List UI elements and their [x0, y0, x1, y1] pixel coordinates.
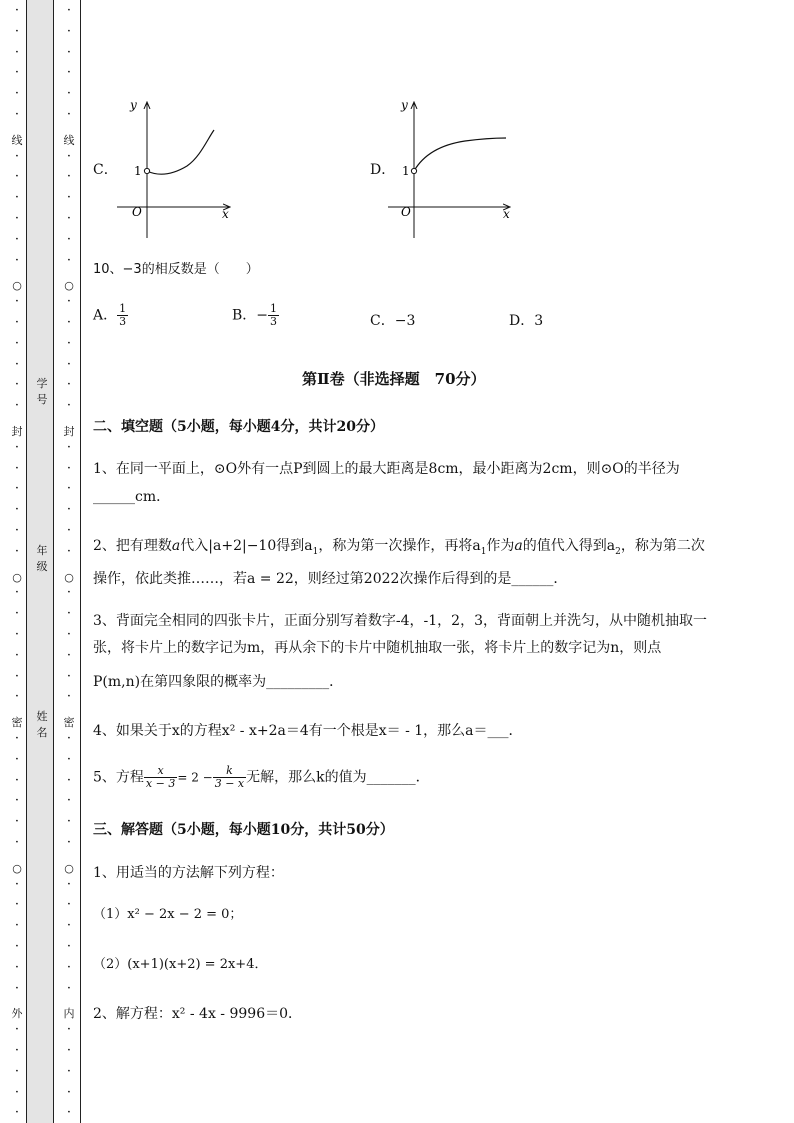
outer-dot: ·	[14, 107, 20, 122]
outer-dot: ·	[14, 502, 20, 518]
outer-dot: ·	[14, 980, 20, 996]
q2-var-a: a	[171, 538, 181, 554]
q2-text-f: ，称为第二次	[620, 538, 705, 554]
outer-dot: ·	[14, 835, 20, 850]
outer-dot: ·	[14, 148, 20, 164]
outer-dot: ·	[14, 523, 20, 538]
section3-heading: 三、解答题（5小题，每小题10分，共计50分）	[93, 822, 394, 838]
label-grade: 年级	[36, 544, 48, 573]
inner-char: 密	[63, 716, 75, 729]
s3-q2: 2、解方程：x² - 4x - 9996＝0．	[93, 1006, 303, 1022]
q5-post: 无解，那么k的值为_______．	[246, 769, 430, 786]
q10-option-a	[93, 303, 128, 328]
q2-sub1: 1	[312, 546, 319, 557]
outer-dot: ·	[14, 65, 20, 81]
inner-dot: ·	[66, 335, 72, 351]
inner-dot: ·	[66, 918, 72, 934]
s2-q1-line1: 1、在同一平面上，⊙O外有一点P到圆上的最大距离是8cm，最小距离为2cm，则⊙O的半径为	[93, 461, 680, 477]
s2-q2-line1	[93, 536, 705, 562]
s2-q1-line2: ______cm．	[93, 489, 171, 505]
inner-dot: ·	[66, 751, 72, 767]
outer-dot: ·	[14, 939, 20, 954]
inner-char: 封	[63, 425, 75, 438]
inner-dot: ·	[66, 897, 72, 913]
outer-dot: ·	[14, 1063, 20, 1079]
inner-dot: ·	[66, 689, 72, 705]
inner-dot: ·	[66, 460, 72, 476]
outer-dot: ·	[14, 814, 20, 830]
q2-sub2: 2	[615, 546, 621, 557]
inner-dot: ·	[66, 876, 72, 892]
q2-text-b: 代入|a+2|−10得到a	[180, 538, 313, 554]
outer-dot: ·	[14, 1084, 20, 1100]
outer-dot: ·	[14, 356, 20, 372]
outer-char: ○	[12, 279, 22, 292]
open-point	[144, 168, 149, 173]
s3-q1-part1: （1）x² − 2x − 2 = 0；	[93, 907, 243, 922]
inner-dot: ·	[66, 356, 72, 372]
inner-dot: ·	[66, 1084, 72, 1100]
outer-dot: ·	[14, 481, 20, 497]
x-label: x	[222, 207, 229, 221]
outer-dot: ·	[14, 897, 20, 913]
inner-dot: ·	[66, 481, 72, 497]
q2-text-a: 2、把有理数	[93, 538, 172, 554]
inner-dot: ·	[66, 315, 72, 330]
q5-mid: = 2 −	[177, 770, 213, 785]
graph-c	[112, 92, 237, 242]
outer-dot: ·	[14, 377, 20, 393]
outer-char: 线	[11, 134, 23, 147]
q10-option-b	[232, 303, 279, 328]
outer-dot: ·	[14, 252, 20, 268]
y-label: y	[401, 98, 408, 112]
inner-dot: ·	[66, 627, 72, 642]
q5-frac1-den: x − 3	[145, 777, 176, 790]
inner-dot: ·	[66, 585, 72, 601]
s3-q1: 1、用适当的方法解下列方程：	[93, 865, 284, 881]
inner-dot: ·	[66, 647, 72, 663]
inner-dot: ·	[66, 959, 72, 975]
inner-dot: ·	[66, 107, 72, 122]
inner-dot: ·	[66, 1022, 72, 1038]
inner-dot: ·	[66, 814, 72, 830]
outer-dot: ·	[14, 1043, 20, 1058]
outer-dot: ·	[14, 543, 20, 559]
outer-char: 外	[11, 1007, 23, 1020]
s3-q1-part2: （2）(x+1)(x+2) = 2x+4．	[93, 957, 268, 972]
outer-dot: ·	[14, 918, 20, 934]
inner-dot: ·	[66, 1063, 72, 1079]
inner-dot: ·	[66, 980, 72, 996]
open-point	[411, 168, 416, 173]
q2-text-d: 作为	[486, 538, 515, 554]
inner-dot: ·	[66, 1043, 72, 1058]
binding-divider-line	[80, 0, 81, 1123]
inner-dot: ·	[66, 44, 72, 60]
section2-heading: 二、填空题（5小题，每小题4分，共计20分）	[93, 419, 384, 435]
label-name: 姓名	[36, 710, 48, 739]
curve	[414, 138, 506, 171]
inner-char: ○	[64, 279, 74, 292]
q10-option-d: D．3	[509, 313, 544, 329]
inner-dot: ·	[66, 439, 72, 455]
inner-dot: ·	[66, 835, 72, 850]
s2-q4: 4、如果关于x的方程x² - x+2a＝4有一个根是x＝ - 1，那么a＝___．	[93, 723, 523, 739]
inner-dot: ·	[66, 668, 72, 684]
inner-dot: ·	[66, 190, 72, 206]
outer-dot: ·	[14, 585, 20, 601]
one-label: 1	[402, 164, 410, 178]
one-label: 1	[134, 164, 142, 178]
option-d-label: D．	[370, 162, 396, 178]
q10-stem: 10、−3的相反数是（ ）	[93, 262, 259, 277]
q5-frac1-num: x	[144, 765, 177, 778]
inner-dot: ·	[66, 502, 72, 518]
outer-dot: ·	[14, 647, 20, 663]
q10-b-label: B．−	[232, 307, 269, 324]
curve	[147, 130, 214, 174]
outer-char: ○	[12, 571, 22, 584]
s2-q3-line3: P(m,n)在第四象限的概率为_________．	[93, 674, 344, 690]
inner-dot: ·	[66, 606, 72, 622]
s2-q3-line2: 张，将卡片上的数字记为m，再从余下的卡片中随机抽取一张，将卡片上的数字记为n，则点	[93, 640, 662, 656]
outer-dot: ·	[14, 606, 20, 622]
outer-dot: ·	[14, 315, 20, 330]
outer-char: 密	[11, 716, 23, 729]
q10-a-label: A．	[93, 307, 118, 324]
q2-var-a2: a	[514, 538, 523, 554]
outer-char: ○	[12, 862, 22, 875]
inner-dot: ·	[66, 731, 72, 746]
s2-q5	[93, 765, 430, 790]
origin-label: O	[401, 205, 411, 219]
outer-dot: ·	[14, 793, 20, 809]
inner-char: ○	[64, 571, 74, 584]
inner-dot: ·	[66, 772, 72, 788]
outer-dot: ·	[14, 211, 20, 226]
outer-dot: ·	[14, 294, 20, 310]
outer-dot: ·	[14, 86, 20, 102]
outer-dot: ·	[14, 751, 20, 767]
s2-q2-line2: 操作，依此类推……，若a = 22，则经过第2022次操作后得到的是______．	[93, 571, 568, 587]
outer-dot: ·	[14, 731, 20, 746]
part2-title: 第Ⅱ卷（非选择题 70分）	[302, 370, 486, 388]
q10-b-num: 1	[270, 302, 278, 315]
outer-dot: ·	[14, 439, 20, 455]
inner-dot: ·	[66, 1105, 72, 1121]
q2-text-c: ，称为第一次操作，再将a	[318, 538, 481, 554]
inner-char: ○	[64, 862, 74, 875]
inner-dot: ·	[66, 793, 72, 809]
inner-dot: ·	[66, 294, 72, 310]
q5-pre: 5、方程	[93, 769, 144, 786]
q2-text-e: 的值代入得到a	[522, 538, 616, 554]
q10-a-num: 1	[119, 302, 127, 315]
option-c-label: C．	[93, 162, 118, 178]
inner-dot: ·	[66, 148, 72, 164]
label-student-number: 学号	[36, 377, 48, 406]
inner-char: 内	[63, 1007, 75, 1020]
inner-dot: ·	[66, 377, 72, 393]
outer-dot: ·	[14, 460, 20, 476]
inner-dot: ·	[66, 543, 72, 559]
outer-dot: ·	[14, 959, 20, 975]
inner-dot: ·	[66, 3, 72, 18]
graph-d	[380, 92, 515, 242]
outer-dot: ·	[14, 1105, 20, 1121]
inner-dot: ·	[66, 211, 72, 226]
origin-label: O	[132, 205, 142, 219]
outer-dot: ·	[14, 169, 20, 185]
q5-frac2-num: k	[213, 765, 246, 778]
outer-dot: ·	[14, 668, 20, 684]
y-label: y	[130, 98, 137, 112]
outer-dot: ·	[14, 44, 20, 60]
s2-q3-line1: 3、背面完全相同的四张卡片，正面分别写着数字-4，-1，2，3，背面朝上并洗匀，从中随机抽取一	[93, 613, 707, 629]
q5-frac2-den: 3 − x	[214, 777, 245, 790]
outer-dot: ·	[14, 398, 20, 414]
inner-dot: ·	[66, 23, 72, 39]
inner-dot: ·	[66, 523, 72, 538]
q10-option-c: C．−3	[370, 313, 416, 329]
inner-dot: ·	[66, 65, 72, 81]
inner-dot: ·	[66, 398, 72, 414]
outer-dot: ·	[14, 190, 20, 206]
outer-dot: ·	[14, 23, 20, 39]
inner-dot: ·	[66, 86, 72, 102]
outer-char: 封	[11, 425, 23, 438]
inner-dot: ·	[66, 231, 72, 247]
inner-dot: ·	[66, 252, 72, 268]
outer-dot: ·	[14, 627, 20, 642]
outer-dot: ·	[14, 3, 20, 18]
q10-b-den: 3	[270, 315, 278, 328]
outer-dot: ·	[14, 772, 20, 788]
inner-dot: ·	[66, 939, 72, 954]
outer-dot: ·	[14, 876, 20, 892]
q2-sub1b: 1	[480, 546, 487, 557]
inner-char: 线	[63, 134, 75, 147]
inner-dot: ·	[66, 169, 72, 185]
outer-dot: ·	[14, 231, 20, 247]
q10-a-den: 3	[119, 315, 127, 328]
outer-dot: ·	[14, 689, 20, 705]
x-label: x	[503, 207, 510, 221]
outer-dot: ·	[14, 1022, 20, 1038]
outer-dot: ·	[14, 335, 20, 351]
